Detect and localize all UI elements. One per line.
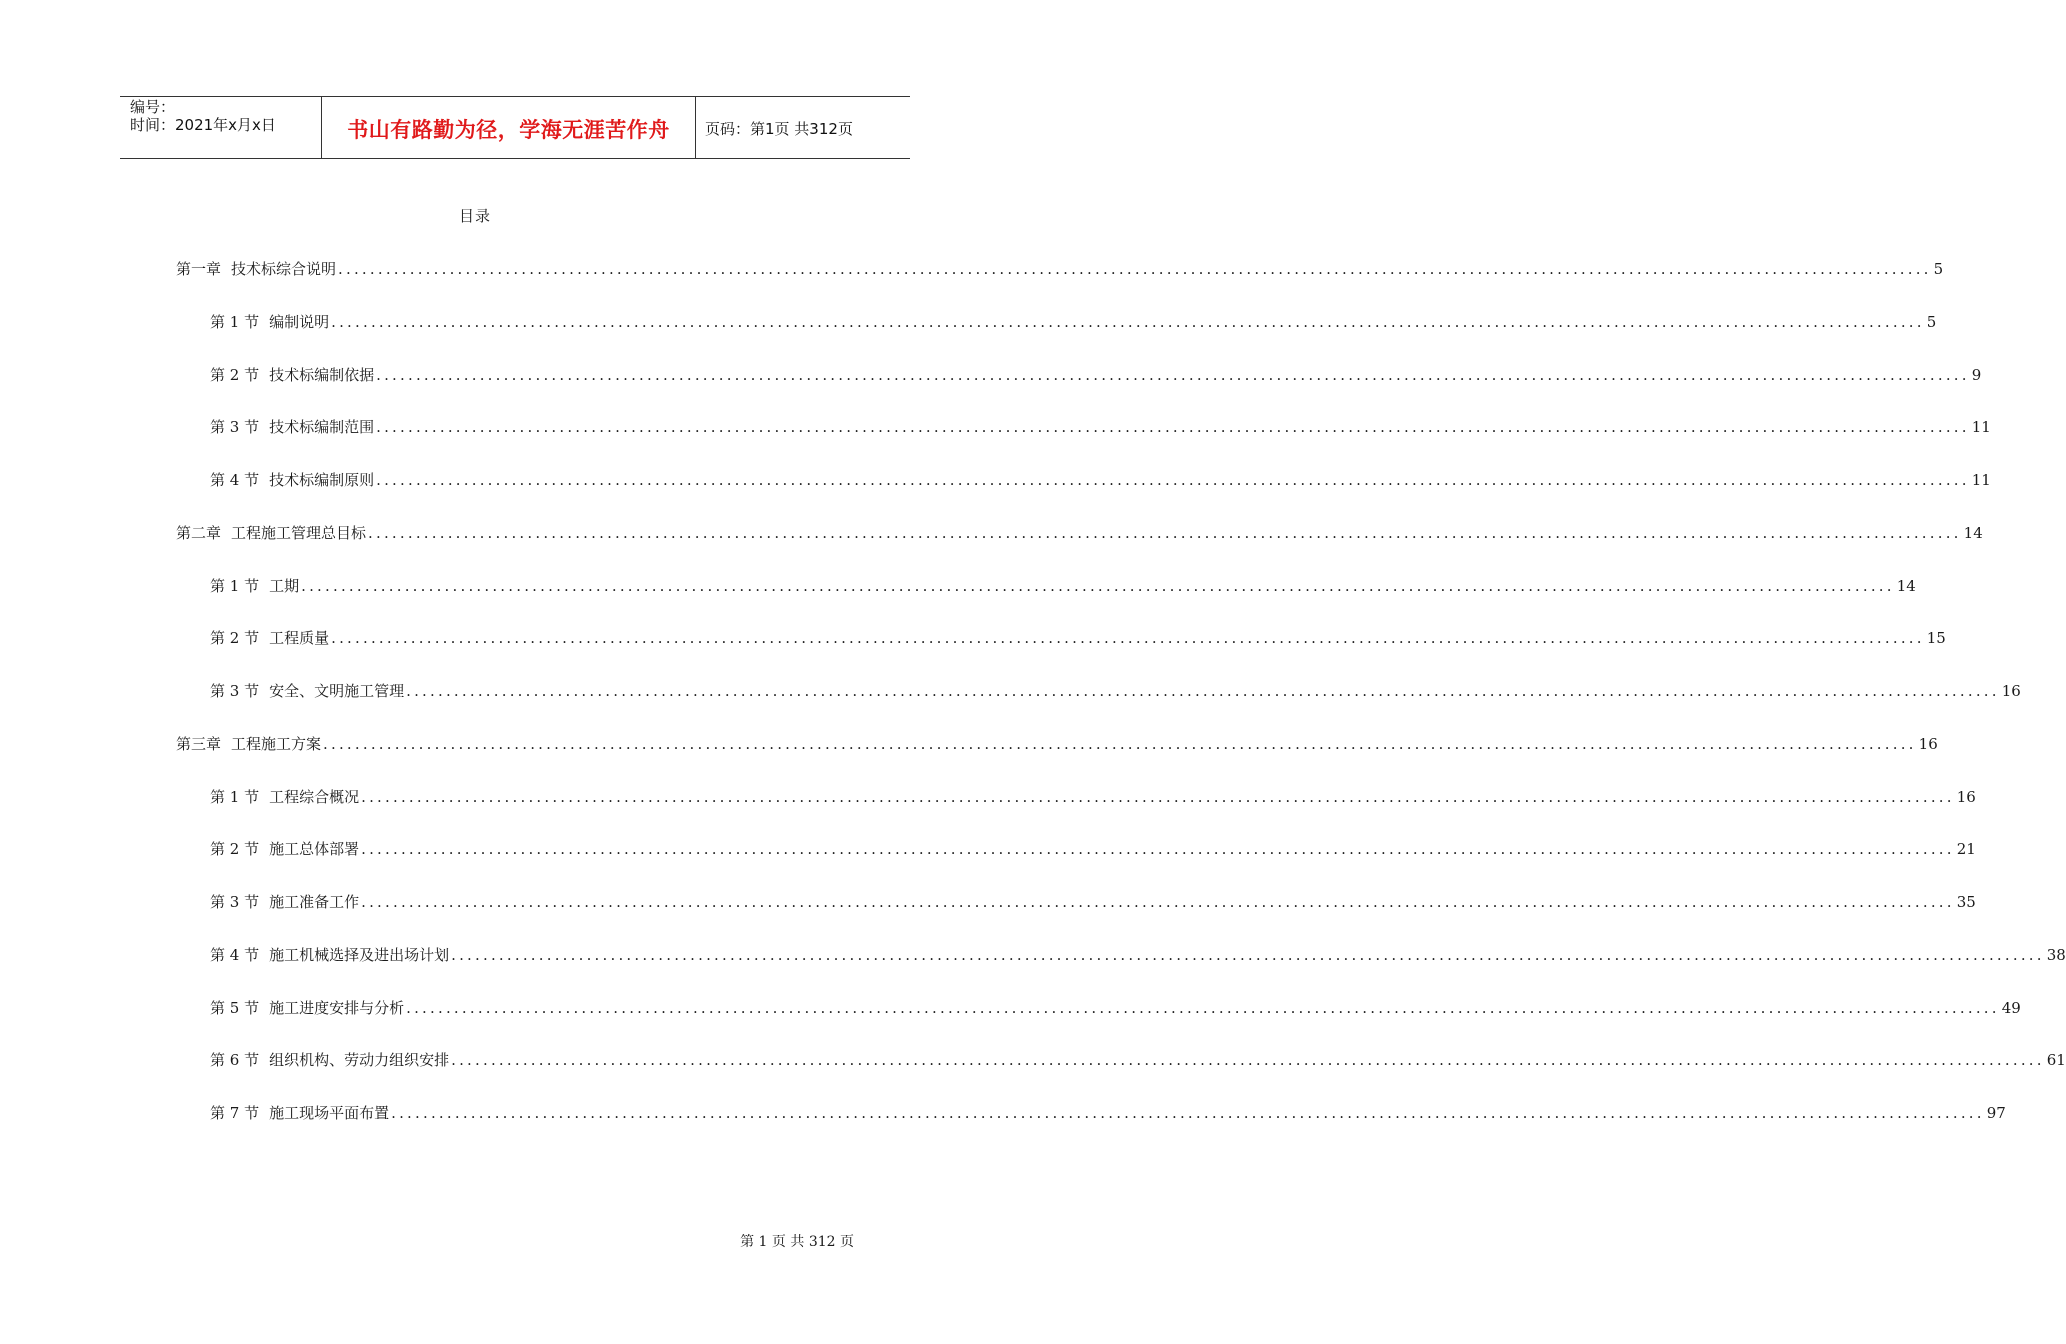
toc-entry-title: 技术标综合说明 (231, 260, 337, 278)
toc-entry-section[interactable] (210, 1101, 2006, 1123)
toc-dot-leader: ........................................................................................................................................................................................................ (391, 1104, 1985, 1122)
toc-entry-title: 技术标编制范围 (269, 418, 375, 437)
toc-entry-title: 安全、文明施工管理 (269, 682, 405, 700)
toc-dot-leader: ........................................................................................................................................................................................................ (301, 576, 1895, 595)
toc-dot-leader: ........................................................................................................................................................................................................ (451, 1051, 2045, 1070)
toc-entry-number: 第二章 (176, 523, 222, 542)
toc-entry-page: 16 (2001, 682, 2021, 700)
header-page-cell (695, 97, 910, 158)
toc-entry-title: 工程施工管理总目标 (231, 523, 367, 542)
toc-entry-page: 49 (2001, 998, 2021, 1017)
toc-entry-page: 15 (1926, 629, 1946, 648)
toc-dot-leader: ........................................................................................................................................................................................................ (406, 998, 2000, 1017)
toc-entry-section[interactable] (210, 785, 1976, 807)
toc-entry-page: 97 (1986, 1104, 2006, 1122)
toc-entry-chapter[interactable] (176, 257, 1944, 279)
toc-entry-number: 第 3 节 (210, 682, 260, 700)
toc-dot-leader: ........................................................................................................................................................................................................ (376, 418, 1970, 437)
toc-entry-number: 第 7 节 (210, 1104, 260, 1122)
toc-entry-page: 16 (1918, 734, 1938, 753)
toc-entry-page: 11 (1971, 418, 1991, 437)
toc-dot-leader: ........................................................................................................................................................................................................ (361, 893, 1955, 911)
toc-entry-page: 9 (1971, 365, 1982, 384)
header-motto-cell (321, 97, 696, 158)
toc-entry-title: 施工进度安排与分析 (269, 998, 405, 1017)
toc-entry-number: 第 2 节 (210, 840, 260, 859)
document-number-label: 编号： (130, 98, 176, 116)
document-date-label: 时间：2021年x月x日 (130, 116, 276, 134)
toc-entry-title: 施工准备工作 (269, 893, 360, 911)
toc-title: 目录 (458, 207, 491, 225)
toc-entry-title: 工程综合概况 (269, 787, 360, 806)
footer-page-info: 第 1 页 共 312 页 (740, 1234, 854, 1250)
toc-entry-section[interactable] (210, 626, 1946, 648)
toc-dot-leader: ........................................................................................................................................................................................................ (376, 471, 1970, 489)
toc-entry-title: 施工总体部署 (269, 840, 360, 859)
document-header (120, 96, 910, 159)
toc-entry-number: 第 4 节 (210, 945, 260, 964)
toc-entry-number: 第 3 节 (210, 418, 260, 437)
toc-entry-title: 工期 (269, 576, 300, 595)
toc-entry-section[interactable] (210, 943, 2066, 965)
toc-dot-leader: ........................................................................................................................................................................................................ (331, 312, 1925, 331)
toc-entry-number: 第 1 节 (210, 576, 260, 595)
toc-entry-page: 5 (1933, 260, 1944, 278)
toc-entry-chapter[interactable] (176, 521, 1983, 543)
toc-entry-section[interactable] (210, 310, 1937, 332)
toc-entry-title: 施工现场平面布置 (269, 1104, 390, 1122)
toc-entry-number: 第 2 节 (210, 629, 260, 648)
toc-entry-title: 组织机构、劳动力组织安排 (269, 1051, 450, 1070)
header-meta-cell (120, 97, 321, 158)
toc-entry-page: 14 (1896, 576, 1916, 595)
toc-entry-page: 21 (1956, 840, 1976, 859)
toc-entry-section[interactable] (210, 574, 1916, 596)
toc-entry-section[interactable] (210, 679, 2021, 701)
toc-entry-number: 第 1 节 (210, 312, 260, 331)
toc-dot-leader: ........................................................................................................................................................................................................ (338, 260, 1932, 278)
toc-dot-leader: ........................................................................................................................................................................................................ (361, 787, 1955, 806)
toc-entry-number: 第三章 (176, 734, 222, 753)
toc-entry-section[interactable] (210, 996, 2021, 1018)
toc-dot-leader: ........................................................................................................................................................................................................ (376, 365, 1970, 384)
toc-entry-number: 第 3 节 (210, 893, 260, 911)
toc-entry-page: 61 (2046, 1051, 2066, 1070)
toc-entry-number: 第 1 节 (210, 787, 260, 806)
toc-entry-number: 第一章 (176, 260, 222, 278)
toc-entry-section[interactable] (210, 468, 1991, 490)
header-motto: 书山有路勤为径，学海无涯苦作舟 (347, 118, 670, 142)
toc-entry-number: 第 2 节 (210, 365, 260, 384)
toc-entry-page: 16 (1956, 787, 1976, 806)
toc-entry-section[interactable] (210, 890, 1976, 912)
toc-entry-title: 技术标编制依据 (269, 365, 375, 384)
toc-entry-page: 5 (1926, 312, 1937, 331)
toc-entry-number: 第 5 节 (210, 998, 260, 1017)
toc-entry-chapter[interactable] (176, 732, 1938, 754)
toc-entry-number: 第 4 节 (210, 471, 260, 489)
toc-dot-leader: ........................................................................................................................................................................................................ (451, 945, 2045, 964)
toc-entry-section[interactable] (210, 837, 1976, 859)
toc-entry-page: 38 (2046, 945, 2066, 964)
toc-entry-title: 工程施工方案 (231, 734, 322, 753)
toc-entry-section[interactable] (210, 415, 1991, 437)
toc-dot-leader: ........................................................................................................................................................................................................ (331, 629, 1925, 648)
toc-entry-title: 工程质量 (269, 629, 330, 648)
toc-dot-leader: ........................................................................................................................................................................................................ (368, 523, 1962, 542)
toc-entry-section[interactable] (210, 1048, 2066, 1070)
toc-entry-page: 11 (1971, 471, 1991, 489)
toc-dot-leader: ........................................................................................................................................................................................................ (361, 840, 1955, 859)
toc-entry-page: 14 (1963, 523, 1983, 542)
toc-dot-leader: ........................................................................................................................................................................................................ (323, 734, 1917, 753)
toc-entry-title: 技术标编制原则 (269, 471, 375, 489)
toc-dot-leader: ........................................................................................................................................................................................................ (406, 682, 2000, 700)
toc-entry-title: 编制说明 (269, 312, 330, 331)
toc-entry-page: 35 (1956, 893, 1976, 911)
header-page-info: 页码：第1页 共312页 (705, 120, 853, 138)
toc-entry-number: 第 6 节 (210, 1051, 260, 1070)
toc-entry-section[interactable] (210, 363, 1982, 385)
toc-entry-title: 施工机械选择及进出场计划 (269, 945, 450, 964)
